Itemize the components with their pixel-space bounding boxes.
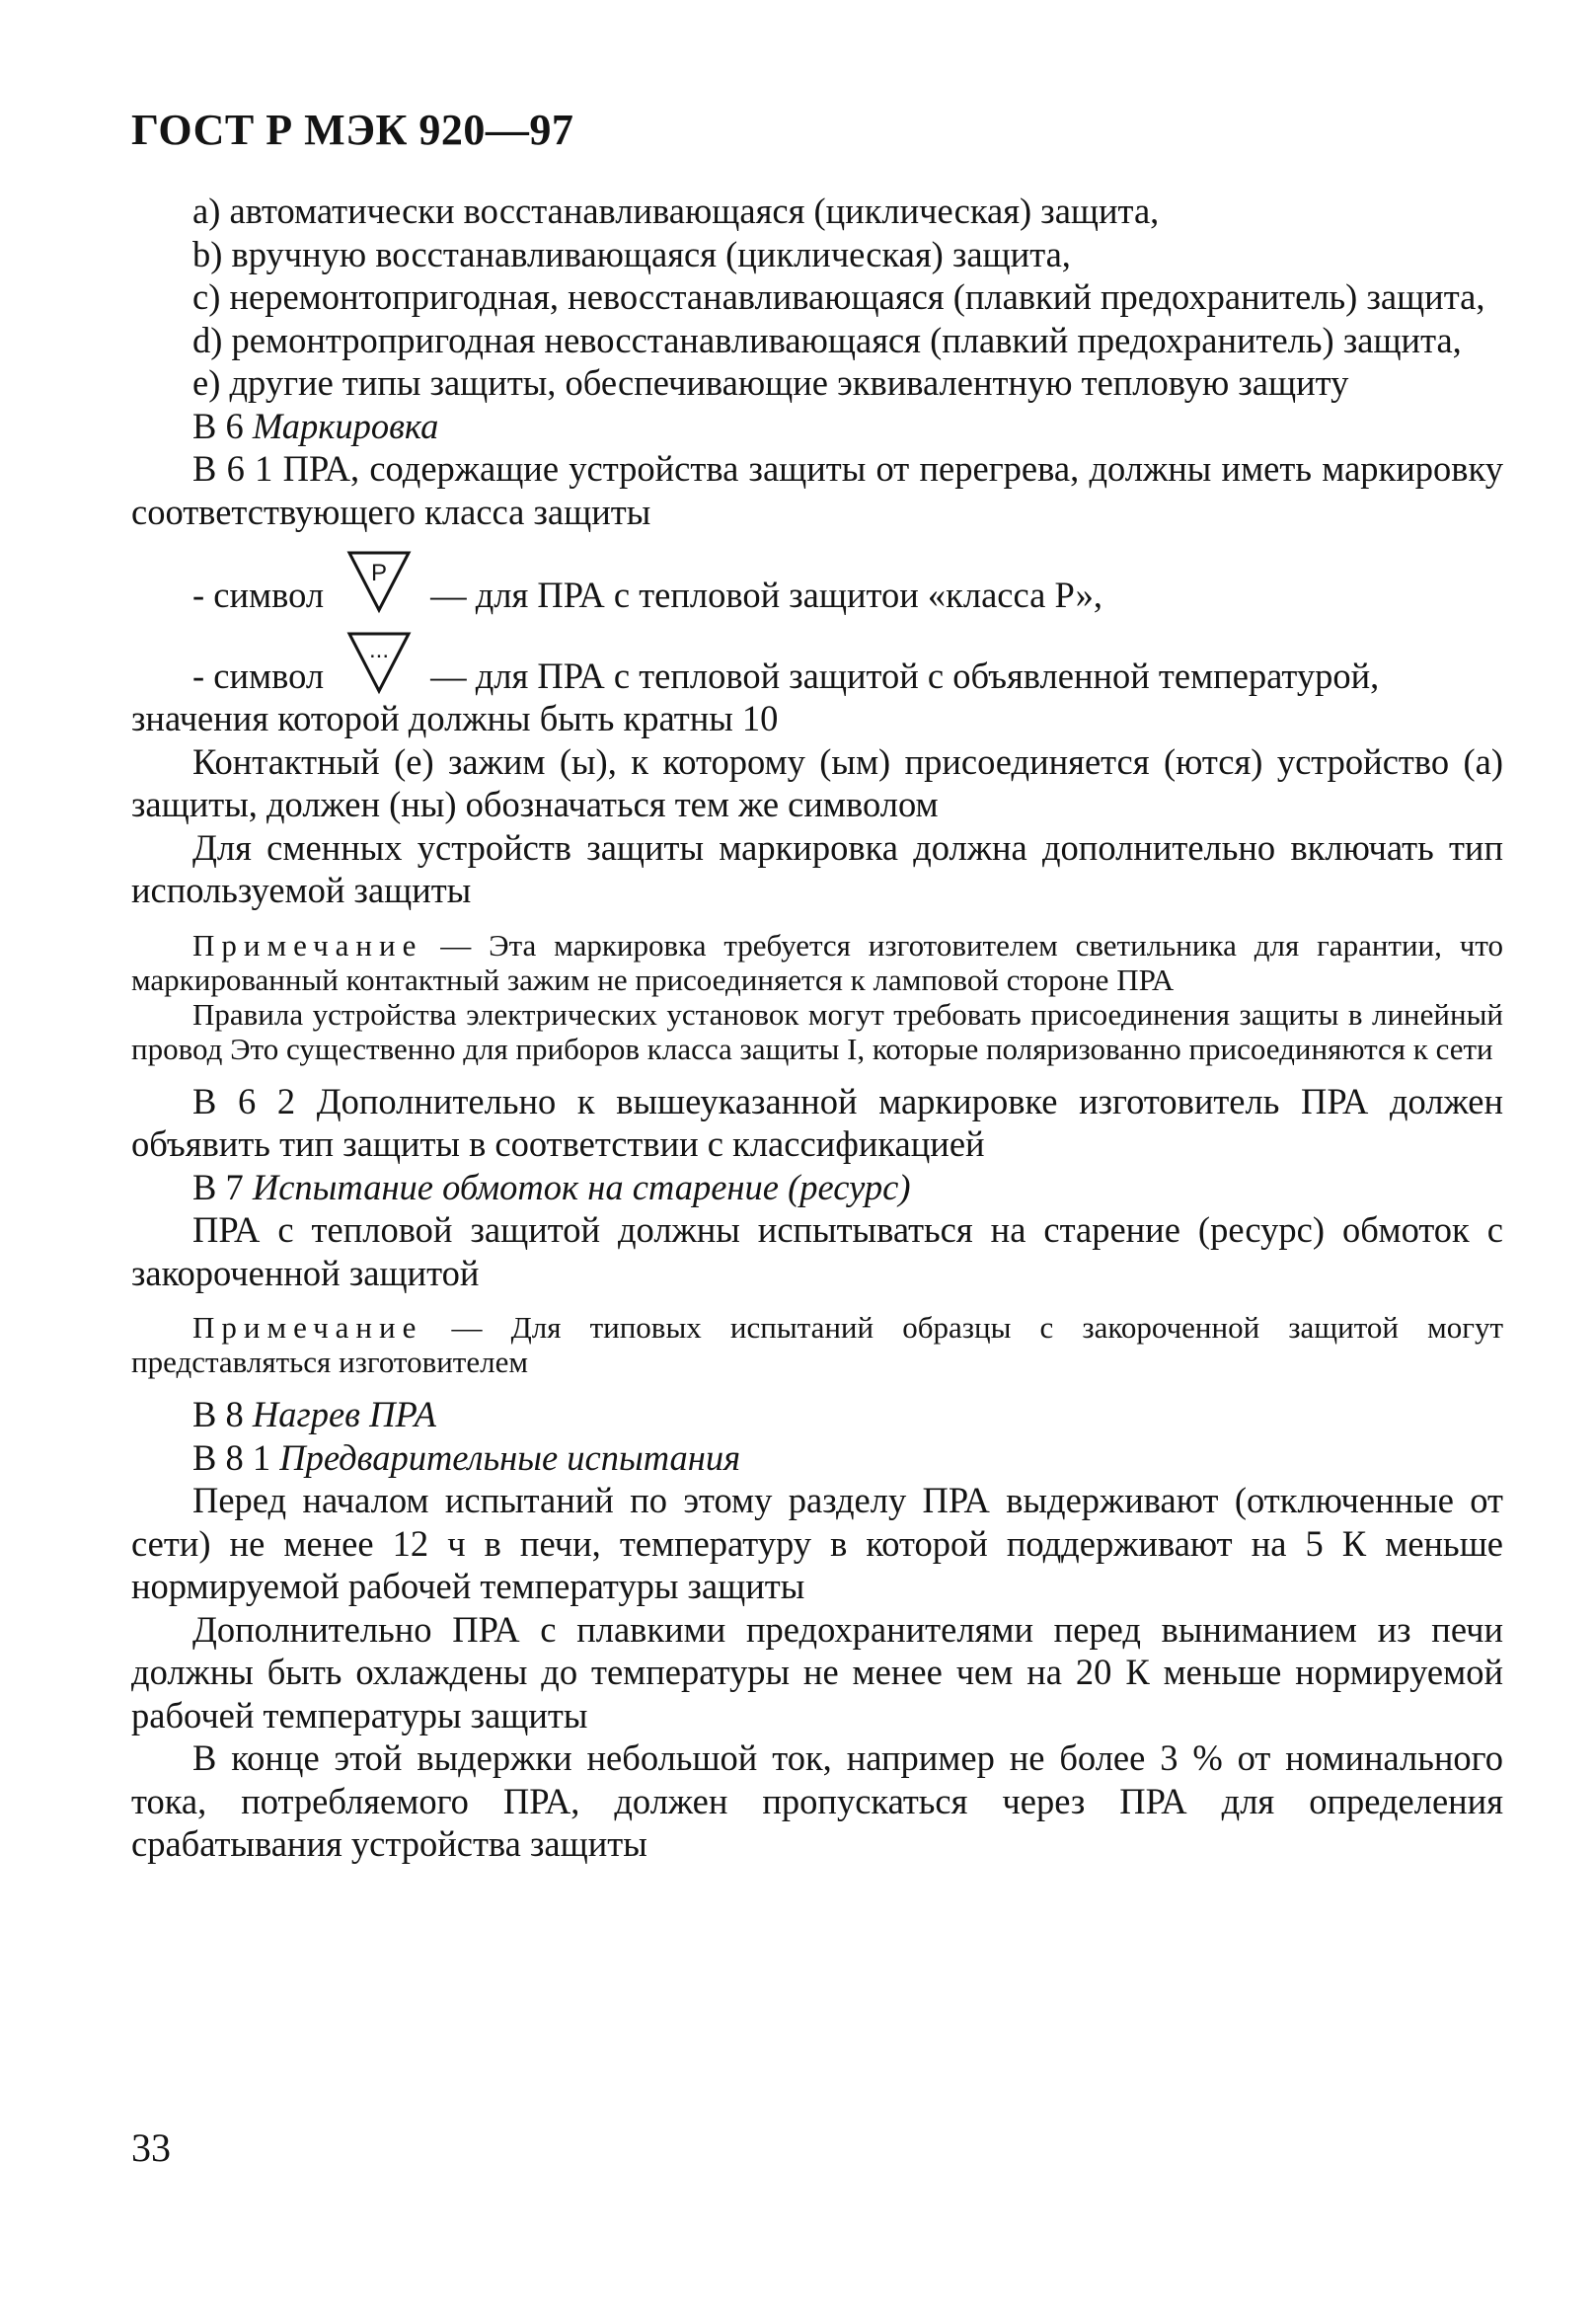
note-2	[131, 1310, 1503, 1379]
note-label: Примечание	[192, 927, 423, 963]
symbol-prefix: - символ	[192, 574, 325, 615]
paragraph-replaceable: Для сменных устройств защиты маркировка должна дополнительно включать тип используемой защиты	[131, 826, 1503, 910]
paragraph-b81-1: Перед началом испытаний по этому разделу ПРА выдерживают (отключенные от сети) не менее 12 ч в печи, температуру в которой поддерживают на 5 К меньше нормируемой рабочей температуры защиты	[131, 1480, 1503, 1606]
section-number: В 7	[192, 1166, 244, 1207]
symbol-letter: P	[371, 560, 388, 586]
paragraph-b7: ПРА с тепловой защитой должны испытываться на старение (ресурс) обмоток с закороченной защитой	[131, 1209, 1503, 1293]
note-label: Примечание	[192, 1310, 423, 1345]
paragraph-contact: Контактный (е) зажим (ы), к которому (ым) присоединяется (ются) устройство (а) защиты, должен (ны) обозначаться тем же символом	[131, 740, 1503, 824]
symbol-line-dots	[131, 628, 1503, 697]
section-title: Нагрев ПРА	[252, 1394, 436, 1434]
section-number: В 8	[192, 1394, 244, 1434]
symbol-dots: ...	[369, 637, 390, 663]
list-item-e: e) другие типы защиты, обеспечивающие эквивалентную тепловую защиту	[192, 362, 1349, 403]
section-b7-heading	[131, 1166, 1503, 1209]
section-number: В 8 1	[192, 1436, 271, 1478]
list-item-a: a) автоматически восстанавливающаяся (циклическая) защита,	[192, 191, 1160, 231]
paragraph-b81-3: В конце этой выдержки небольшой ток, например не более 3 % от номинального тока, потребляемого ПРА, должен пропускаться через ПРА для определения срабатывания устройства защиты	[131, 1737, 1503, 1864]
symbol-description: — для ПРА с тепловой защитои «класса Р»,	[430, 574, 1103, 615]
symbol-line-p	[131, 547, 1503, 616]
note-1-continued: Правила устройства электрических установок могут требовать присоединения защиты в линейный провод Это существенно для приборов класса защиты I, которые поляризованно присоединяются к сети	[131, 996, 1503, 1066]
paragraph-b62: В 6 2 Дополнительно к вышеуказанной маркировке изготовитель ПРА должен объявить тип защиты в соответствии с классификацией	[131, 1080, 1503, 1164]
section-number: В 6	[192, 405, 244, 446]
section-title: Маркировка	[252, 405, 439, 446]
section-title: Испытание обмоток на старение (ресурс)	[252, 1166, 911, 1207]
triangle-p-symbol-icon	[345, 547, 413, 616]
note-text: — Для типовых испытаний образцы с закороченной защитой могут представляться изготовителем	[131, 1310, 1503, 1379]
note-1	[131, 928, 1503, 997]
symbol-prefix: - символ	[192, 655, 325, 696]
section-b6-heading	[131, 405, 1503, 448]
triangle-dots-symbol-icon	[345, 628, 413, 697]
document-page	[131, 106, 1504, 1866]
section-title: Предварительные испытания	[279, 1436, 741, 1478]
section-b81-heading	[131, 1436, 1503, 1480]
paragraph-b61: В 6 1 ПРА, содержащие устройства защиты от перегрева, должны иметь маркировку соответствующего класса защиты	[131, 448, 1503, 532]
list-item-d: d) ремонтропригодная невосстанавливающаяся (плавкий предохранитель) защита,	[192, 319, 1462, 360]
list-item-c: c) неремонтопригодная, невосстанавливающаяся (плавкий предохранитель) защита,	[192, 276, 1485, 317]
page-number: 33	[131, 2125, 171, 2170]
page-header: ГОСТ Р МЭК 920—97	[131, 106, 574, 154]
paragraph-b81-2: Дополнительно ПРА с плавкими предохранителями перед выниманием из печи должны быть охлаждены до температуры не менее чем на 20 К меньше нормируемой рабочей температуры защиты	[131, 1608, 1503, 1736]
list-item-b: b) вручную восстанавливающаяся (циклическая) защита,	[192, 233, 1071, 274]
symbol-description: — для ПРА с тепловой защитой с объявленной температурой,	[430, 655, 1380, 696]
symbol-line-continuation: значения которой должны быть кратны 10	[131, 698, 779, 738]
note-text: — Эта маркировка требуется изготовителем светильника для гарантии, что маркированный контактный зажим не присоединяется к ламповой стороне ПРА	[131, 927, 1504, 997]
section-b8-heading	[131, 1393, 1503, 1436]
